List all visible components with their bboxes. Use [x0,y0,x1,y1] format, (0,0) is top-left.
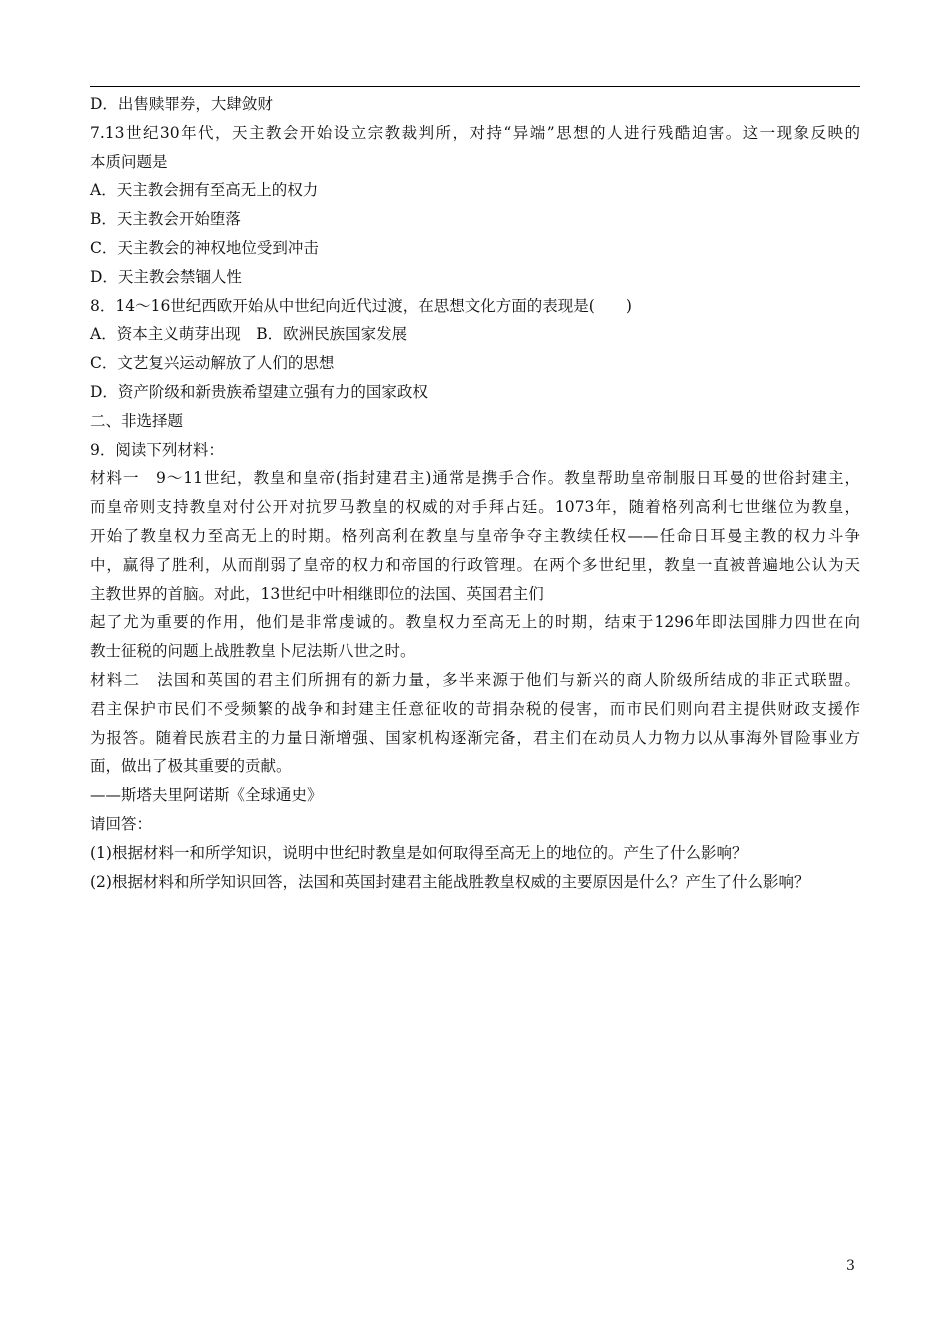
page-number: 3 [846,1258,855,1274]
material-two-line: 材料二 法国和英国的君主们所拥有的新力量，多半来源于他们与新兴的商人阶级所结成的非正式联盟。 [90,670,860,689]
option-d-q7: D．天主教会禁锢人性 [90,267,242,286]
option-a-q7: A．天主教会拥有至高无上的权力 [90,181,319,200]
answer-prompt: 请回答： [90,814,153,833]
option-c-q8: C．文艺复兴运动解放了人们的思想 [90,354,335,373]
options-ab-q8: A．资本主义萌芽出现 B．欧洲民族国家发展 [90,325,408,344]
material-one-line: 开始了教皇权力至高无上的时期。格列高利在教皇与皇帝争夺主教续任权——任命日耳曼主教的权力斗争 [90,526,860,545]
material-one-line: 教士征税的问题上战胜教皇卜尼法斯八世之时。 [90,642,416,661]
sub-question-1: (1)根据材料一和所学知识，说明中世纪时教皇是如何取得至高无上的地位的。产生了什么影响？ [90,843,748,862]
source-citation: ——斯塔夫里阿诺斯《全球通史》 [90,786,323,805]
option-c-q7: C．天主教会的神权地位受到冲击 [90,238,319,257]
question-9-stem: 9．阅读下列材料： [90,440,224,459]
material-two-line: 为报答。随着民族君主的力量日渐增强、国家机构逐渐完备，君主们在动员人力物力以从事海外冒险事业方 [90,728,860,747]
option-d-q6: D．出售赎罪券，大肆敛财 [90,95,273,113]
material-one-line: 材料一 9～11世纪，教皇和皇帝(指封建君主)通常是携手合作。教皇帮助皇帝制服日耳曼的世俗封建主， [90,469,860,488]
question-7-stem-cont: 本质问题是 [90,152,168,171]
material-one-line: 中，赢得了胜利，从而削弱了皇帝的权力和帝国的行政管理。在两个多世纪里，教皇一直被普遍地公认为天 [90,555,860,574]
question-7-stem: 7.13世纪30年代，天主教会开始设立宗教裁判所，对持“异端”思想的人进行残酷迫害。这一现象反映的 [90,123,860,142]
material-one-line: 起了尤为重要的作用，他们是非常虔诚的。教皇权力至高无上的时期，结束于1296年即法国腓力四世在向 [90,613,860,632]
section-heading: 二、非选择题 [90,411,184,430]
material-two-line: 君主保护市民们不受频繁的战争和封建主任意征收的苛捐杂税的侵害，而市民们则向君主提供财政支援作 [90,699,860,718]
document-body [90,90,860,896]
material-one-line: 而皇帝则支持教皇对付公开对抗罗马教皇的权威的对手拜占廷。1073年，随着格列高利七世继位为教皇， [90,498,860,517]
material-one-line: 主教世界的首脑。对此，13世纪中叶相继即位的法国、英国君主们 [90,584,544,603]
sub-question-2: (2)根据材料和所学知识回答，法国和英国封建君主能战胜教皇权威的主要原因是什么？产生了什么影响？ [90,872,810,891]
header-rule [90,86,860,87]
question-8-stem: 8．14～16世纪西欧开始从中世纪向近代过渡，在思想文化方面的表现是( ) [90,296,632,315]
material-two-line: 面，做出了极其重要的贡献。 [90,757,292,776]
option-d-q8: D．资产阶级和新贵族希望建立强有力的国家政权 [90,382,428,401]
option-b-q7: B．天主教会开始堕落 [90,210,241,229]
